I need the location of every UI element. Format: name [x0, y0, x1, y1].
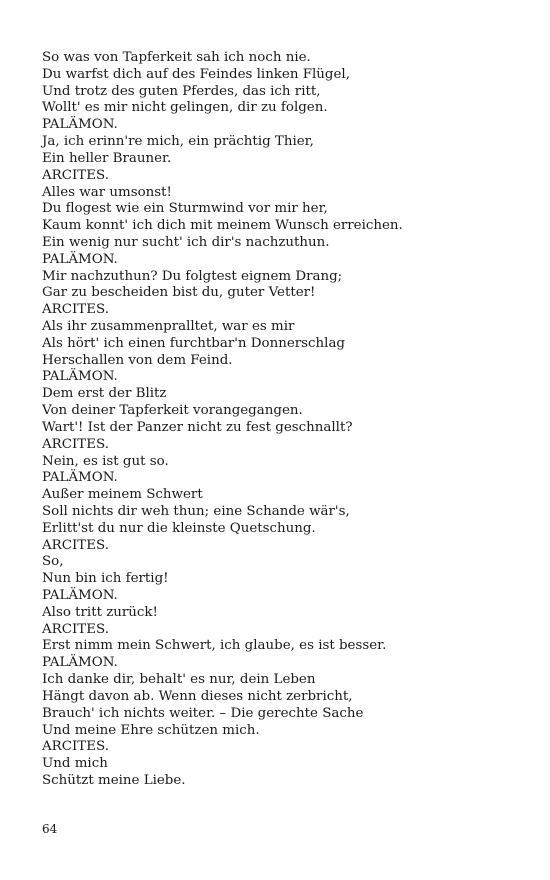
dialogue-text-block [42, 50, 512, 790]
text-line: So, [42, 554, 64, 570]
text-line: Und trotz des guten Pferdes, das ich ritt, [42, 83, 321, 99]
text-line: Kaum konnt' ich dich mit meinem Wunsch erreichen. [42, 218, 403, 234]
text-line: Also tritt zurück! [42, 604, 158, 620]
text-line: Brauch' ich nichts weiter. – Die gerechte Sache [42, 705, 364, 721]
text-line: Ein heller Brauner. [42, 150, 172, 166]
text-line: ARCITES. [42, 621, 109, 637]
text-line: ARCITES. [42, 537, 109, 553]
text-line: Erst nimm mein Schwert, ich glaube, es ist besser. [42, 638, 387, 654]
text-line: PALÄMON. [42, 470, 118, 486]
text-line: Ein wenig nur sucht' ich dir's nachzuthun. [42, 234, 330, 250]
text-line: Alles war umsonst! [42, 184, 172, 200]
text-line: Gar zu bescheiden bist du, guter Vetter! [42, 285, 316, 301]
text-line: Nun bin ich fertig! [42, 571, 169, 587]
text-line: Hängt davon ab. Wenn dieses nicht zerbricht, [42, 688, 353, 704]
text-line: Und mich [42, 756, 108, 772]
text-line: Ja, ich erinn're mich, ein prächtig Thier, [42, 134, 314, 150]
text-line: ARCITES. [42, 436, 109, 452]
text-line: Nein, es ist gut so. [42, 453, 169, 469]
text-line: Als ihr zusammenpralltet, war es mir [42, 319, 295, 334]
text-line: So was von Tapferkeit sah ich noch nie. [42, 50, 311, 65]
text-line: Und meine Ehre schützen mich. [42, 722, 260, 738]
text-line: ARCITES. [42, 167, 109, 183]
text-line: Wart'! Ist der Panzer nicht zu fest geschnallt? [42, 419, 353, 435]
text-line: Mir nachzuthun? Du folgtest eignem Drang; [42, 268, 343, 284]
text-line: Wollt' es mir nicht gelingen, dir zu folgen. [42, 100, 328, 116]
text-line: PALÄMON. [42, 655, 118, 671]
text-line: Du flogest wie ein Sturmwind vor mir her, [42, 201, 328, 217]
text-line: Schützt meine Liebe. [42, 772, 186, 788]
text-line: PALÄMON. [42, 117, 118, 133]
text-line: Herschallen von dem Feind. [42, 352, 233, 368]
page-number: 64 [42, 822, 58, 836]
text-line: Als hört' ich einen furchtbar'n Donnerschlag [42, 335, 345, 351]
text-line: PALÄMON. [42, 369, 118, 385]
text-line: ARCITES. [42, 739, 109, 755]
text-line: Außer meinem Schwert [42, 487, 203, 503]
text-line: PALÄMON. [42, 588, 118, 603]
text-line: PALÄMON. [42, 251, 118, 267]
text-line: Von deiner Tapferkeit vorangegangen. [42, 403, 303, 419]
text-line: Ich danke dir, behalt' es nur, dein Leben [42, 672, 316, 688]
text-line: Du warfst dich auf des Feindes linken Flügel, [42, 66, 350, 82]
text-line: ARCITES. [42, 302, 109, 318]
text-line: Erlitt'st du nur die kleinste Quetschung. [42, 520, 316, 536]
text-line: Dem erst der Blitz [42, 386, 167, 402]
text-line: Soll nichts dir weh thun; eine Schande wär's, [42, 503, 350, 519]
